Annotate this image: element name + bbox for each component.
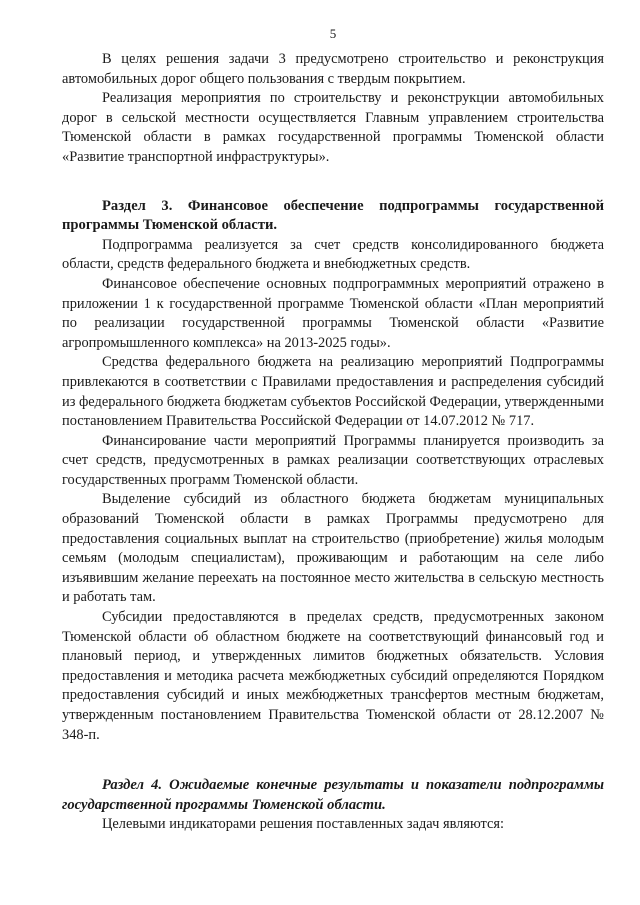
section-3-paragraph-4: Финансирование части мероприятий Программы планируется производить за счет средств, предусмотренных в рамках реализации соответствующих отраслевых государственных программ Тюменской области. — [62, 432, 604, 488]
page-number: 5 — [329, 26, 337, 41]
paragraph-task3: В целях решения задачи 3 предусмотрено строительство и реконструкция автомобильных дорог общего пользования с твердым покрытием. — [62, 51, 604, 87]
section-3-paragraph-3: Средства федерального бюджета на реализацию мероприятий Подпрограммы привлекаются в соответствии с Правилами предоставления и распределения субсидий из федерального бюджета бюджетам субъектов Российской Федерации, утвержденными постановлением Правительства Российской Федерации от 14.07.2012 № 717. — [62, 354, 604, 430]
section-3-paragraph-5: Выделение субсидий из областного бюджета бюджетам муниципальных образований Тюменской области в рамках Программы предусмотрено для предоставления социальных выплат на строительство (приобретение) жилья молодым семьям (молодым специалистам), проживающим и работающим на селе либо изъявившим желание переехать на постоянное место жительства в сельскую местность и работать там. — [62, 491, 604, 606]
section-4-paragraph-1: Целевыми индикаторами решения поставленных задач являются: — [102, 816, 505, 833]
section-3-paragraph-6: Субсидии предоставляются в пределах средств, предусмотренных законом Тюменской области об областном бюджете на соответствующий финансовый год и плановый период, и утвержденных лимитов бюджетных обязательств. Условия предоставления и методика расчета межбюджетных субсидий определяются Порядком предоставления субсидий и иных межбюджетных трансфертов местным бюджетам, утвержденным постановлением Правительства Тюменской области от 28.12.2007 № 348-п. — [62, 609, 604, 743]
section-3-paragraph-2: Финансовое обеспечение основных подпрограммных мероприятий отражено в приложении 1 к государственной программе Тюменской области «План мероприятий по реализации государственной программы Тюменской области «Развитие агропромышленного комплекса» на 2013-2025 годы». — [62, 275, 604, 351]
section-4-heading: Раздел 4. Ожидаемые конечные результаты и показатели подпрограммы государственной программы Тюменской области. — [62, 777, 604, 813]
section-3-paragraph-1: Подпрограмма реализуется за счет средств консолидированного бюджета области, средств федерального бюджета и внебюджетных средств. — [62, 236, 604, 273]
document-body — [62, 50, 604, 835]
paragraph-road-construction: Реализация мероприятия по строительству и реконструкции автомобильных дорог в сельской местности осуществляется Главным управлением строительства Тюменской области в рамках государственной программы Тюменской области «Развитие транспортной инфраструктуры». — [62, 90, 604, 165]
section-3-heading: Раздел 3. Финансовое обеспечение подпрограммы государственной программы Тюменской области. — [62, 197, 604, 234]
